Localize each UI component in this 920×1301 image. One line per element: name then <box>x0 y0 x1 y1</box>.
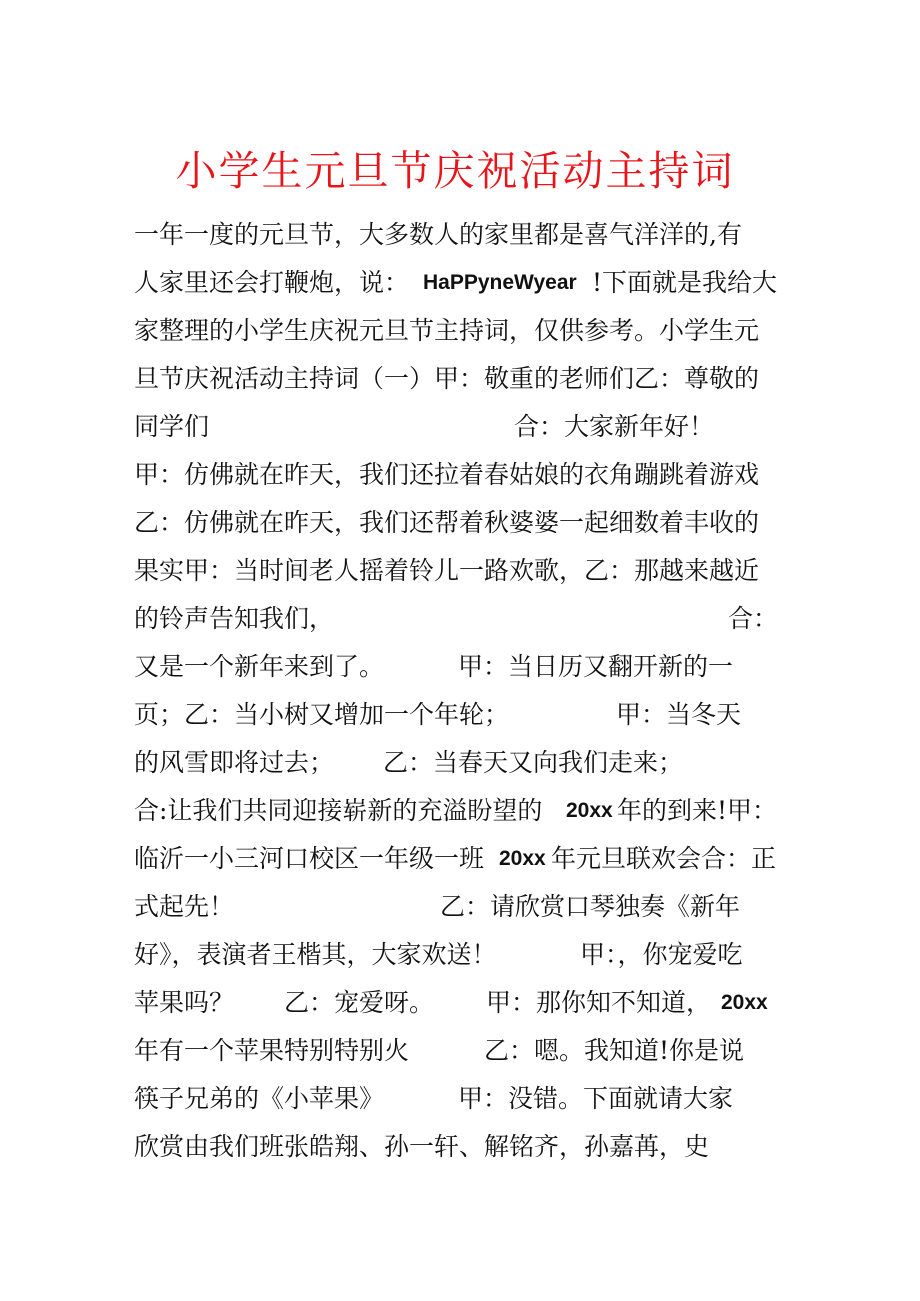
text-segment: 一年一度的元旦节，大多数人的家里都是喜气洋洋的,有 <box>134 220 742 249</box>
text-segment: 筷子兄弟的《小苹果》 <box>134 1084 385 1113</box>
text-segment: 甲：当冬天 <box>616 700 742 729</box>
text-segment: 合:让我们共同迎接崭新的充溢盼望的 <box>134 796 543 825</box>
text-line <box>134 739 794 787</box>
text-segment: 乙：当春天又向我们走来； <box>383 748 684 777</box>
text-segment: 乙：请欣赏口琴独奏《新年 <box>440 892 741 921</box>
year-number: 20xx <box>499 847 546 870</box>
text-segment: 人家里还会打鞭炮，说： <box>134 268 410 297</box>
text-line <box>134 595 794 643</box>
text-segment: 式起先！ <box>134 892 235 921</box>
text-line <box>134 835 794 883</box>
document-title: 小学生元旦节庆祝活动主持词 <box>175 147 735 195</box>
text-line <box>134 259 794 307</box>
text-segment: !下面就是我给大 <box>592 268 778 297</box>
text-segment: 年有一个苹果特别特别火 <box>134 1036 410 1065</box>
text-line <box>134 211 794 259</box>
text-segment: 欣赏由我们班张皓翔、孙一轩、解铭齐，孙嘉苒，史 <box>134 1132 710 1161</box>
text-line <box>134 979 794 1027</box>
text-line <box>134 883 794 931</box>
text-segment: 页；乙：当小树又增加一个年轮； <box>134 700 510 729</box>
text-segment: 合：大家新年好！ <box>514 412 715 441</box>
text-segment: 苹果吗？ <box>134 988 235 1017</box>
text-line <box>134 1123 794 1171</box>
text-segment: 又是一个新年来到了。 <box>134 652 385 681</box>
text-segment: 甲：，你宠爱吃 <box>580 940 743 969</box>
text-line <box>134 499 794 547</box>
text-segment: 果实甲：当时间老人摇着铃儿一路欢歌，乙：那越来越近 <box>134 556 760 585</box>
text-segment: 乙：宠爱呀。 <box>284 988 435 1017</box>
text-segment: 甲：没错。下面就请大家 <box>458 1084 734 1113</box>
text-line <box>134 307 794 355</box>
text-line <box>134 355 794 403</box>
text-segment: 年的到来!甲： <box>617 796 778 825</box>
text-segment: 甲：当日历又翻开新的一 <box>458 652 734 681</box>
text-segment: 同学们 <box>134 412 210 441</box>
text-segment: 乙：嗯。我知道!你是说 <box>484 1036 745 1065</box>
text-segment: 甲：那你知不知道， <box>486 988 712 1017</box>
text-segment: 旦节庆祝活动主持词（一）甲：敬重的老师们乙：尊敬的 <box>134 364 760 393</box>
english-phrase: HaPPyneWyear <box>423 271 577 294</box>
text-segment: 临沂一小三河口校区一年级一班 <box>134 844 485 873</box>
text-line <box>134 451 794 499</box>
text-segment: 合： <box>728 604 779 633</box>
text-segment: 好》，表演者王楷其，大家欢送！ <box>134 940 497 969</box>
text-line <box>134 1027 794 1075</box>
text-segment: 家整理的小学生庆祝元旦节主持词，仅供参考。小学生元 <box>134 316 760 345</box>
year-number: 20xx <box>721 991 768 1014</box>
text-line <box>134 643 794 691</box>
year-number: 20xx <box>566 799 613 822</box>
text-line <box>134 547 794 595</box>
text-segment: 乙：仿佛就在昨天，我们还帮着秋婆婆一起细数着丰收的 <box>134 508 760 537</box>
text-segment: 年元旦联欢会合：正 <box>551 844 777 873</box>
text-line <box>134 691 794 739</box>
text-segment: 甲：仿佛就在昨天，我们还拉着春姑娘的衣角蹦跳着游戏 <box>134 460 760 489</box>
text-line <box>134 403 794 451</box>
text-line <box>134 787 794 835</box>
text-line <box>134 1075 794 1123</box>
text-segment: 的铃声告知我们， <box>134 604 335 633</box>
text-line <box>134 931 794 979</box>
text-segment: 的风雪即将过去； <box>134 748 335 777</box>
